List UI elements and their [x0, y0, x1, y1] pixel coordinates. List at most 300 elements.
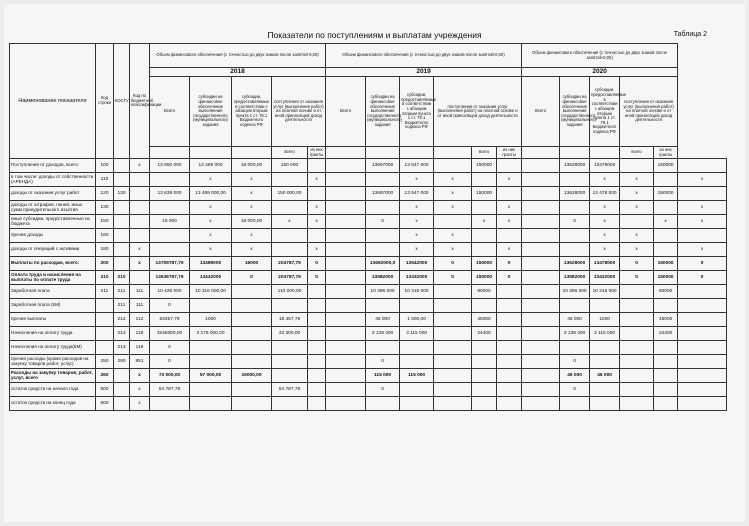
row-cell: 0 — [620, 257, 654, 271]
row-cell — [620, 215, 654, 229]
row-cell — [232, 285, 272, 299]
table-row — [10, 299, 727, 313]
row-cell: 13697000 — [366, 159, 400, 173]
row-cell: 0 — [560, 383, 590, 397]
row-cell — [560, 201, 590, 215]
row-code — [96, 327, 114, 341]
finance-table — [9, 43, 727, 411]
document-page — [4, 4, 745, 522]
row-cell: 0 — [434, 257, 472, 271]
table-row — [10, 341, 727, 355]
row-name: прочие расходы (кроме расходов на закупку товаров работ, услуг) — [10, 355, 96, 369]
row-cell — [654, 299, 678, 313]
row-cell — [497, 299, 522, 313]
row-cell — [472, 201, 497, 215]
row-cell — [678, 313, 727, 327]
row-name: остаток средств на начало года — [10, 383, 96, 397]
row-cell: x — [434, 201, 472, 215]
row-code: 260 — [96, 369, 114, 383]
row-cell — [654, 341, 678, 355]
row-cell — [272, 397, 308, 411]
row-cell — [497, 383, 522, 397]
row-cell — [150, 229, 190, 243]
row-cell: x — [308, 243, 326, 257]
row-cell: 80000 — [472, 285, 497, 299]
table-row — [10, 383, 727, 397]
row-cell: 0 — [366, 215, 400, 229]
table-row — [10, 369, 727, 383]
row-cell — [654, 173, 678, 187]
row-code: 600 — [96, 397, 114, 411]
row-name: остаток средств на конец года — [10, 397, 96, 411]
row-kosgu — [114, 397, 130, 411]
row-cell: 13478000 — [590, 159, 620, 173]
row-cell — [522, 187, 560, 201]
row-cell: 46 000 — [560, 313, 590, 327]
row-cell — [190, 397, 232, 411]
row-cell — [522, 229, 560, 243]
row-cell: x — [400, 173, 434, 187]
row-cell: 1000 — [190, 313, 232, 327]
row-cell — [232, 327, 272, 341]
row-budget-code — [130, 271, 150, 285]
row-cell: 110 000,00 — [272, 285, 308, 299]
row-cell — [434, 285, 472, 299]
row-cell: 150000 — [472, 271, 497, 285]
row-code: 211 — [96, 285, 114, 299]
row-cell: x — [232, 243, 272, 257]
row-cell — [522, 159, 560, 173]
row-cell: 0 — [150, 355, 190, 369]
row-cell: 0 — [150, 299, 190, 313]
row-name: Заработная плата — [10, 285, 96, 299]
row-cell — [366, 229, 400, 243]
header-inc-total: всего — [272, 147, 308, 159]
row-name: доходы от операций с активами — [10, 243, 96, 257]
header-budget-code: Код по бюджетной классификации — [130, 44, 150, 159]
row-cell — [272, 369, 308, 383]
row-cell — [326, 285, 366, 299]
row-cell — [326, 229, 366, 243]
row-cell: 63457,79 — [150, 313, 190, 327]
row-kosgu — [114, 215, 130, 229]
row-cell: 13 547 000 — [400, 159, 434, 173]
row-cell — [434, 369, 472, 383]
row-cell: x — [590, 229, 620, 243]
row-cell — [522, 271, 560, 285]
row-cell — [326, 397, 366, 411]
row-cell: 13709787,79 — [150, 257, 190, 271]
header-code: Код строки — [96, 44, 114, 159]
row-cell: x — [678, 173, 727, 187]
row-cell — [366, 397, 400, 411]
row-code: 180 — [96, 243, 114, 257]
row-kosgu — [114, 257, 130, 271]
header-inc-grants: из них гранты — [654, 147, 678, 159]
row-cell — [620, 159, 654, 173]
row-cell — [590, 355, 620, 369]
row-cell: x — [308, 173, 326, 187]
row-cell — [232, 299, 272, 313]
table-row — [10, 257, 727, 271]
row-cell: x — [620, 173, 654, 187]
row-cell — [400, 341, 434, 355]
row-cell: 10 316 000 — [590, 285, 620, 299]
row-kosgu — [114, 159, 130, 173]
row-cell — [620, 355, 654, 369]
row-kosgu: 213 — [114, 327, 130, 341]
row-cell: x — [620, 243, 654, 257]
row-cell — [560, 243, 590, 257]
row-cell — [497, 397, 522, 411]
row-cell: x — [678, 215, 727, 229]
row-cell — [308, 285, 326, 299]
row-cell: 13582000 — [366, 271, 400, 285]
row-cell: x — [434, 173, 472, 187]
row-cell — [308, 187, 326, 201]
row-budget-code — [130, 187, 150, 201]
row-cell: 150000 — [472, 187, 497, 201]
row-cell — [522, 383, 560, 397]
row-cell — [620, 397, 654, 411]
row-cell: 13489000 — [190, 257, 232, 271]
header-group-2020: Объем финансового обеспечения (с точностью до двух знаков после запятой-0,00) — [522, 44, 678, 68]
row-cell — [522, 327, 560, 341]
row-cell — [190, 355, 232, 369]
row-cell: 13542000 — [400, 257, 434, 271]
row-cell: 80000 — [654, 285, 678, 299]
row-cell: 1 000,00 — [400, 313, 434, 327]
row-cell — [654, 383, 678, 397]
table-row — [10, 397, 727, 411]
row-cell — [472, 243, 497, 257]
row-cell — [366, 243, 400, 257]
row-cell — [366, 173, 400, 187]
row-cell: 45000 — [654, 313, 678, 327]
row-cell — [434, 355, 472, 369]
row-kosgu: 210 — [114, 271, 130, 285]
row-cell: x — [232, 173, 272, 187]
row-cell — [678, 355, 727, 369]
row-cell: 0 — [560, 215, 590, 229]
row-cell: 13628000 — [560, 159, 590, 173]
row-cell — [590, 397, 620, 411]
row-cell — [472, 229, 497, 243]
header-sub-task: субсидии на финансовое обеспечение выполнения государственного (муниципального) задания — [560, 77, 590, 147]
row-cell: 204787,79 — [272, 257, 308, 271]
row-cell — [472, 383, 497, 397]
row-cell — [678, 383, 727, 397]
row-cell: x — [620, 201, 654, 215]
row-kosgu — [114, 369, 130, 383]
row-cell — [472, 355, 497, 369]
row-cell: 13 639 000 — [150, 187, 190, 201]
row-cell: 13 650 000 — [150, 159, 190, 173]
table-row — [10, 313, 727, 327]
row-cell — [326, 173, 366, 187]
row-cell: 24400 — [472, 327, 497, 341]
row-cell — [308, 369, 326, 383]
table-row — [10, 285, 727, 299]
row-cell — [497, 313, 522, 327]
row-cell — [620, 299, 654, 313]
row-cell: x — [590, 201, 620, 215]
row-cell — [366, 341, 400, 355]
row-cell: x — [590, 215, 620, 229]
row-budget-code: x — [130, 243, 150, 257]
row-name: Расходы на закупку товаров, работ, услуг, всего — [10, 369, 96, 383]
row-name: Оплата труда и начисления на выплаты по оплате труда — [10, 271, 96, 285]
header-year-2020: 2020 — [522, 68, 678, 77]
row-cell: 3 139 400 — [560, 327, 590, 341]
table-body — [10, 159, 727, 411]
row-cell — [150, 243, 190, 257]
row-cell — [522, 285, 560, 299]
row-cell — [434, 159, 472, 173]
row-code: 120 — [96, 187, 114, 201]
header-total: Всего — [522, 77, 560, 147]
row-cell — [678, 187, 727, 201]
row-cell — [308, 397, 326, 411]
row-cell — [326, 369, 366, 383]
row-cell — [150, 173, 190, 187]
row-code: 130 — [96, 201, 114, 215]
row-cell — [472, 173, 497, 187]
row-cell: x — [678, 201, 727, 215]
header-inc-grants: из них гранты — [497, 147, 522, 159]
row-cell: 115 000 — [400, 369, 434, 383]
row-cell — [497, 355, 522, 369]
row-cell: 0 — [150, 341, 190, 355]
row-cell — [497, 369, 522, 383]
row-cell — [472, 397, 497, 411]
row-cell: 16000,00 — [232, 369, 272, 383]
row-cell: x — [308, 215, 326, 229]
row-cell — [620, 341, 654, 355]
row-cell — [326, 187, 366, 201]
row-cell — [326, 243, 366, 257]
row-cell — [497, 187, 522, 201]
page-title: Показатели по поступлениям и выплатам учреждения — [267, 30, 482, 40]
row-cell: x — [190, 229, 232, 243]
row-cell: x — [654, 215, 678, 229]
row-code: 150 — [96, 215, 114, 229]
row-budget-code: 851 — [130, 355, 150, 369]
row-code: 200 — [96, 257, 114, 271]
row-cell — [308, 383, 326, 397]
row-cell — [620, 313, 654, 327]
header-kosgu: КОСГУ — [114, 44, 130, 159]
row-name: Начисления на оплату труда(5М) — [10, 341, 96, 355]
header-year-2018: 2018 — [150, 68, 326, 77]
header-income: поступления от оказания услуг (выполнения работ) на платной основе и от иной приносящей доход деятельности — [620, 77, 678, 147]
row-cell — [272, 299, 308, 313]
row-cell — [400, 383, 434, 397]
row-cell: x — [497, 173, 522, 187]
row-cell: x — [434, 229, 472, 243]
row-cell — [522, 341, 560, 355]
row-cell — [590, 383, 620, 397]
row-cell — [366, 299, 400, 313]
row-cell — [497, 341, 522, 355]
row-kosgu: 211 — [114, 285, 130, 299]
row-cell: 13 547 000 — [400, 187, 434, 201]
row-cell: x — [497, 201, 522, 215]
row-cell — [654, 243, 678, 257]
row-cell — [472, 369, 497, 383]
row-cell — [232, 397, 272, 411]
header-inc-grants: из них гранты — [308, 147, 326, 159]
row-name: Начисления на оплату труда — [10, 327, 96, 341]
row-cell — [590, 299, 620, 313]
table-row — [10, 173, 727, 187]
row-cell — [497, 159, 522, 173]
row-cell: 10 396 000 — [366, 285, 400, 299]
row-cell — [272, 173, 308, 187]
row-cell — [308, 313, 326, 327]
header-sub-task: субсидии на финансовое обеспечение выполнения государственного (муниципального) задания — [190, 77, 232, 147]
row-cell: 10 426 000 — [150, 285, 190, 299]
row-code: 500 — [96, 383, 114, 397]
row-cell — [497, 327, 522, 341]
row-kosgu: 290 — [114, 355, 130, 369]
row-name: Выплаты по расходам, всего: — [10, 257, 96, 271]
row-code — [96, 299, 114, 313]
row-cell: x — [497, 243, 522, 257]
row-cell: x — [472, 215, 497, 229]
header-total: Всего — [326, 77, 366, 147]
row-code: 100 — [96, 159, 114, 173]
row-cell: 0 — [620, 271, 654, 285]
row-cell — [150, 201, 190, 215]
row-kosgu: 213 — [114, 341, 130, 355]
header-inc-total: всего — [472, 147, 497, 159]
header-sub-other: субсидии, предоставляемые в соответствии с абзацем вторым пункта 1 ст. 78.1 Бюджетного кодекса РФ — [590, 77, 620, 147]
table-row — [10, 201, 727, 215]
row-cell — [232, 341, 272, 355]
row-cell: 13697000 — [366, 187, 400, 201]
row-name: доходы от штрафов, пеней, иных сумм принудительного изъятия — [10, 201, 96, 215]
row-cell — [232, 313, 272, 327]
row-cell: 13478000 — [590, 257, 620, 271]
row-name: Заработная плата (5М) — [10, 299, 96, 313]
row-cell — [434, 313, 472, 327]
row-cell — [620, 285, 654, 299]
row-cell: 13 489 000,00 — [190, 187, 232, 201]
row-cell: 3248300,00 — [150, 327, 190, 341]
row-budget-code — [130, 173, 150, 187]
row-cell: 150000 — [472, 257, 497, 271]
row-cell — [326, 159, 366, 173]
row-cell — [678, 285, 727, 299]
row-cell — [472, 299, 497, 313]
row-cell: x — [190, 215, 232, 229]
table-row — [10, 327, 727, 341]
row-cell — [232, 355, 272, 369]
row-cell: 0 — [497, 257, 522, 271]
row-cell: 0 — [497, 271, 522, 285]
row-cell — [522, 173, 560, 187]
table-header — [10, 44, 727, 159]
row-cell: 150000 — [472, 159, 497, 173]
row-name: прочие выплаты — [10, 313, 96, 327]
row-cell: x — [620, 187, 654, 201]
row-cell: 54 787,79 — [272, 383, 308, 397]
row-cell — [678, 229, 727, 243]
table-row — [10, 215, 727, 229]
header-income: поступления от оказания услуг (выполнения работ) на платной основе и от иной приносящей доход деятельности — [272, 77, 326, 147]
row-cell: 24400 — [654, 327, 678, 341]
row-cell — [366, 201, 400, 215]
table-row — [10, 159, 727, 173]
row-cell — [272, 341, 308, 355]
row-cell: 57 000,00 — [190, 369, 232, 383]
header-year-2019: 2019 — [326, 68, 522, 77]
row-cell: 0 — [308, 257, 326, 271]
row-cell: x — [190, 243, 232, 257]
header-inc-total: всего — [620, 147, 654, 159]
row-cell — [308, 355, 326, 369]
row-name: иные субсидии, предоставленные из бюджета — [10, 215, 96, 229]
row-cell — [497, 229, 522, 243]
row-cell — [400, 299, 434, 313]
row-cell: 16 000 — [150, 215, 190, 229]
table-row — [10, 229, 727, 243]
row-cell: 10 316 000,00 — [190, 285, 232, 299]
row-cell: x — [620, 229, 654, 243]
row-cell: x — [434, 187, 472, 201]
row-cell — [190, 299, 232, 313]
row-budget-code: 119 — [130, 341, 150, 355]
row-cell: 10 316 000 — [400, 285, 434, 299]
row-cell: x — [272, 215, 308, 229]
row-cell — [678, 341, 727, 355]
row-cell — [326, 355, 366, 369]
row-cell — [400, 397, 434, 411]
row-cell: x — [400, 201, 434, 215]
row-cell — [326, 313, 366, 327]
row-cell — [522, 313, 560, 327]
row-cell — [400, 355, 434, 369]
row-cell — [472, 341, 497, 355]
row-cell — [434, 341, 472, 355]
table-row — [10, 355, 727, 369]
row-kosgu — [114, 173, 130, 187]
row-name: в том числе: доходы от собственности (АРЕНДА) — [10, 173, 96, 187]
row-cell: x — [590, 173, 620, 187]
row-kosgu — [114, 201, 130, 215]
header-name: Наименование показателя — [10, 44, 96, 159]
row-kosgu — [114, 229, 130, 243]
row-kosgu — [114, 243, 130, 257]
row-cell: x — [232, 229, 272, 243]
row-cell: 0 — [678, 257, 727, 271]
row-cell: x — [190, 173, 232, 187]
row-code: 210 — [96, 271, 114, 285]
row-cell — [654, 369, 678, 383]
row-cell — [522, 257, 560, 271]
row-cell: 3 115 000 — [400, 327, 434, 341]
row-cell: 150 000,00 — [272, 187, 308, 201]
row-cell — [654, 201, 678, 215]
row-name: доходы от оказания услуг работ — [10, 187, 96, 201]
row-cell: 13 489 000 — [190, 159, 232, 173]
row-cell: 13628000 — [560, 187, 590, 201]
header-income: поступления от оказания услуг (выполнения работ) на платной основе и от иной приносящей доход деятельности — [434, 77, 522, 147]
row-cell: 13432000 — [590, 271, 620, 285]
row-cell: x — [190, 201, 232, 215]
row-cell — [326, 271, 366, 285]
